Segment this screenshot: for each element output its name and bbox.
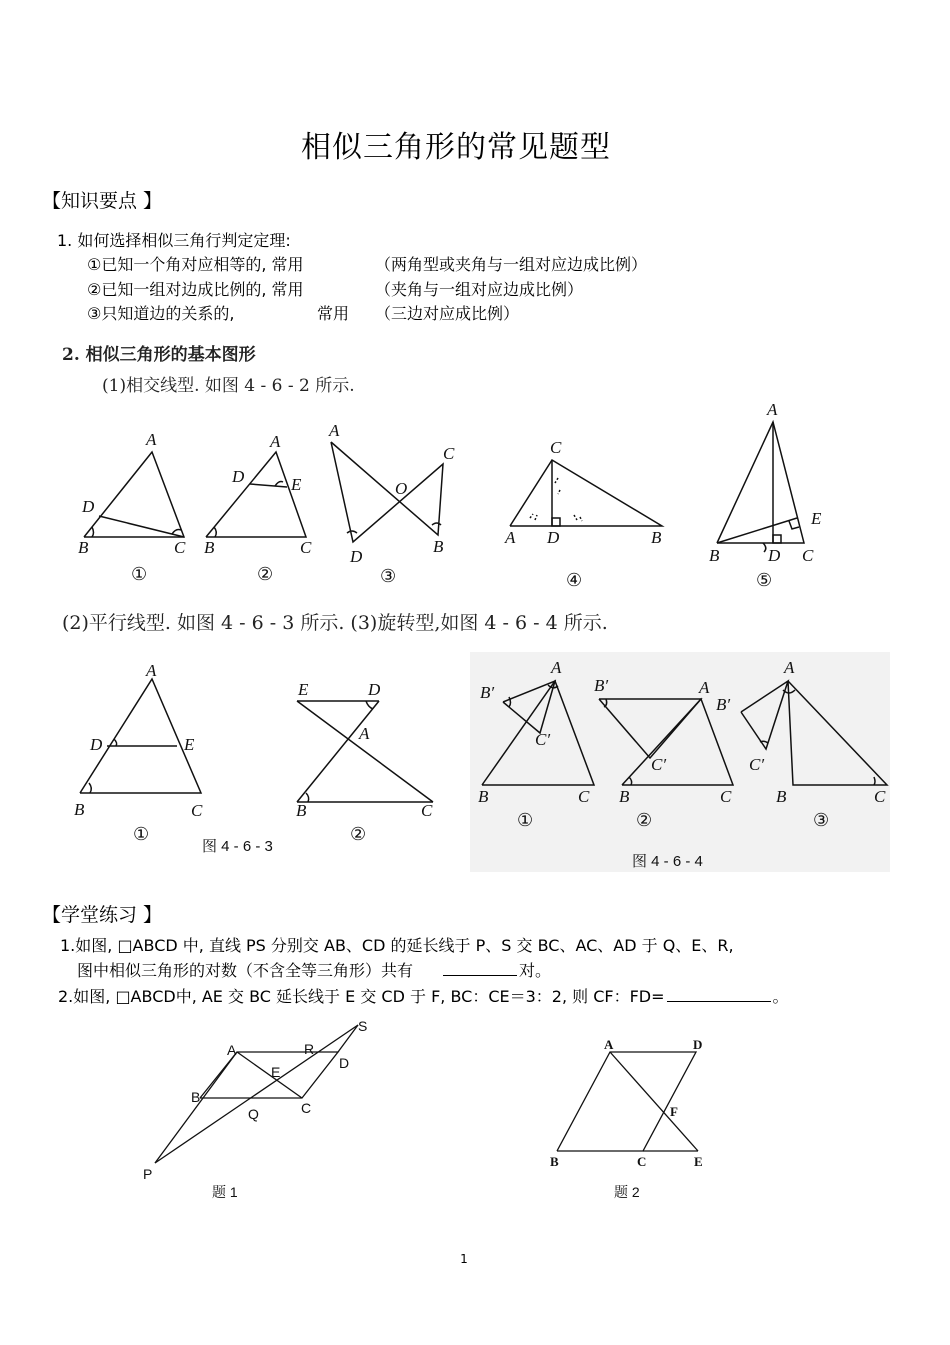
rule-3-method: （三边对应成比例） [375,304,520,323]
fig462-1-angle-mark [92,527,94,537]
fig464-2-label-B: B [619,787,630,806]
fig464-3-label-C': C′ [749,755,765,774]
fig462-5-right-angle-e [789,521,799,529]
problem-2-parallelogram [557,1052,696,1151]
fig464-number-2: ② [636,810,653,830]
fig464-caption: 图 4 - 6 - 4 [632,853,703,870]
figure-462-3 [331,442,443,542]
problem-2-caption: 题 2 [614,1184,640,1200]
fig464-number-1: ① [517,810,534,830]
fig462-5-label-A: A [767,400,778,419]
fig462-5-label-C: C [802,546,814,565]
fig462-5-label-D: D [768,546,781,565]
fig462-4-right-angle [552,518,560,526]
problem-1-diagonal-AC [237,1052,302,1098]
question-1-text: 图中相似三角形的对数（不含全等三角形）共有 [77,961,414,980]
knowledge-heading: 【知识要点 】 [42,190,163,212]
problem-2-label-F: F [670,1104,678,1119]
problem-1-label-B: B [191,1089,201,1105]
problem-1-ray-BA [155,1052,237,1163]
problem-2-label-B: B [550,1154,559,1169]
fig462-1-label-C: C [174,538,186,557]
problem-1-label-S: S [358,1018,368,1034]
fig463-caption: 图 4 - 6 - 3 [202,838,273,855]
fig462-1-label-B: B [78,538,89,557]
fig462-number-5: ⑤ [756,570,773,590]
fig462-2-label-A: A [270,432,281,451]
rule-3-mid: 常用 [317,304,350,323]
figure-463-2 [297,701,433,802]
fig462-5-label-B: B [709,546,720,565]
fig462-4-label-B: B [651,528,662,547]
problem-1-label-P: P [143,1166,153,1182]
fig462-2-label-E: E [291,475,302,494]
fig462-2-triangle [206,452,306,537]
fig462-number-2: ② [257,564,274,584]
page-title: 相似三角形的常见题型 [301,130,611,165]
fig462-2-angle-mark [214,527,216,537]
fig463-2-label-E: E [298,680,309,699]
fig464-3-label-B: B [776,787,787,806]
problem-1-label-D: D [339,1055,350,1071]
question-2-text: 2.如图, □ABCD中, AE 交 BC 延长线于 E 交 CD 于 F, BC：CE＝3：2, 则 CF：FD= [58,987,665,1006]
fig462-1-label-A: A [146,430,157,449]
rotation-figure-background [470,652,890,872]
problem-1-ray-CD [338,1025,358,1052]
fig462-3-label-B: B [433,537,444,556]
question-1-suffix: 对。 [519,961,552,980]
fig464-1-label-A: A [551,658,562,677]
knowledge-item-1: 1. 如何选择相似三角行判定定理: [57,231,291,250]
fig463-1-label-A: A [146,661,157,680]
fig462-3-bowtie [331,442,443,542]
fig462-2-label-D: D [232,467,245,486]
fig462-5-angle-mark [763,543,766,552]
fig462-3-label-O: O [395,479,408,498]
fig462-4-angle-marks [530,478,582,521]
problem-1-label-E: E [271,1064,281,1080]
problem-2-line-AE [610,1052,698,1151]
fig463-2-label-C: C [421,801,433,820]
fig463-2-angle-mark-b [306,793,309,802]
parallel-rotation-type-text: (2)平行线型. 如图 4 - 6 - 3 所示. (3)旋转型,如图 4 - 6 - 4 所示. [62,612,608,634]
fig463-2-angle-mark-d [366,701,373,709]
fig463-2-segment-EC [297,701,433,802]
fig462-4-label-C: C [550,438,562,457]
fig462-2-segment-DE [250,484,287,487]
fig464-1-label-C': C′ [535,730,551,749]
figure-462-1 [84,452,184,537]
fig463-1-angle-mark-b [89,783,91,793]
fig464-1-label-B': B′ [480,683,495,702]
fig464-2-label-C: C [720,787,732,806]
problem-1-label-Q: Q [248,1106,259,1122]
figure-462-2 [206,452,306,537]
question-2-suffix: 。 [772,987,789,1006]
rule-1-method: （两角型或夹角与一组对应边成比例） [375,255,648,274]
practice-heading: 【学堂练习 】 [42,904,163,926]
fig462-1-segment-DC [99,516,184,537]
fig463-2-segment-DB [297,701,379,802]
fig464-3-label-B': B′ [716,695,731,714]
fig462-3-label-D: D [350,547,363,566]
fig462-3-label-C: C [443,444,455,463]
page-number: 1 [460,1252,468,1266]
problem-1-label-A: A [227,1042,237,1058]
fig464-1-label-C: C [578,787,590,806]
rule-1-condition: ①已知一个角对应相等的, 常用 [87,255,304,274]
fig463-1-label-C: C [191,801,203,820]
fig463-1-label-E: E [184,735,195,754]
fig462-5-right-angle-d [773,535,781,543]
fig462-number-1: ① [131,564,148,584]
fig464-2-label-C': C′ [651,755,667,774]
problem-2-label-C: C [637,1154,647,1169]
fig463-number-2: ② [350,824,367,844]
fig462-2-label-C: C [300,538,312,557]
fig462-3-label-A: A [329,421,340,440]
figure-462-5 [717,422,804,552]
rule-3-condition: ③只知道边的关系的, [87,304,235,323]
fig462-3-angle-mark-d [347,531,357,533]
problem-1-caption: 题 1 [212,1184,238,1200]
fig462-4-label-A: A [505,528,516,547]
problem-1-line-PS [155,1025,358,1163]
fig463-1-label-B: B [74,800,85,819]
fig462-4-triangle [510,460,662,526]
fig464-2-label-B': B′ [594,676,609,695]
fig464-3-label-A: A [784,658,795,677]
fig462-number-3: ③ [380,566,397,586]
rule-2-condition: ②已知一组对边成比例的, 常用 [87,280,304,299]
problem-1-label-R: R [304,1041,315,1057]
fig464-3-label-C: C [874,787,886,806]
fig462-1-label-D: D [82,497,95,516]
fig462-1-angle-mark-c [172,530,181,535]
fig462-5-altitude-BE [717,518,797,543]
fig462-2-label-B: B [204,538,215,557]
rule-2-method: （夹角与一组对应边成比例） [375,280,584,299]
intersecting-type-text: (1)相交线型. 如图 4 - 6 - 2 所示. [102,376,355,396]
figure-462-4 [510,460,662,526]
fig464-number-3: ③ [813,810,830,830]
basic-figures-heading: 2. 相似三角形的基本图形 [62,345,256,365]
question-1-line-1: 1.如图, □ABCD 中, 直线 PS 分别交 AB、CD 的延长线于 P、S 交 BC、AC、AD 于 Q、E、R, [60,936,734,955]
problem-1-label-C: C [301,1100,312,1116]
fig463-number-1: ① [133,824,150,844]
problem-1-figure [155,1025,358,1163]
fig463-2-label-A: A [359,724,370,743]
fig463-1-label-D: D [90,735,103,754]
fig462-4-label-D: D [547,528,560,547]
problem-2-label-A: A [604,1037,614,1052]
problem-2-label-E: E [694,1154,703,1169]
fig464-1-label-B: B [478,787,489,806]
fig462-3-angle-mark-b [432,523,441,525]
fig464-2-label-A: A [699,678,710,697]
fig463-1-angle-mark-d [114,739,117,746]
fig462-number-4: ④ [566,570,583,590]
fig462-2-angle-mark-e [275,482,283,487]
fig463-2-label-B: B [296,801,307,820]
fig463-2-label-D: D [368,680,381,699]
problem-2-figure [557,1052,698,1151]
fig462-5-label-E: E [811,509,822,528]
problem-2-label-D: D [693,1037,703,1052]
